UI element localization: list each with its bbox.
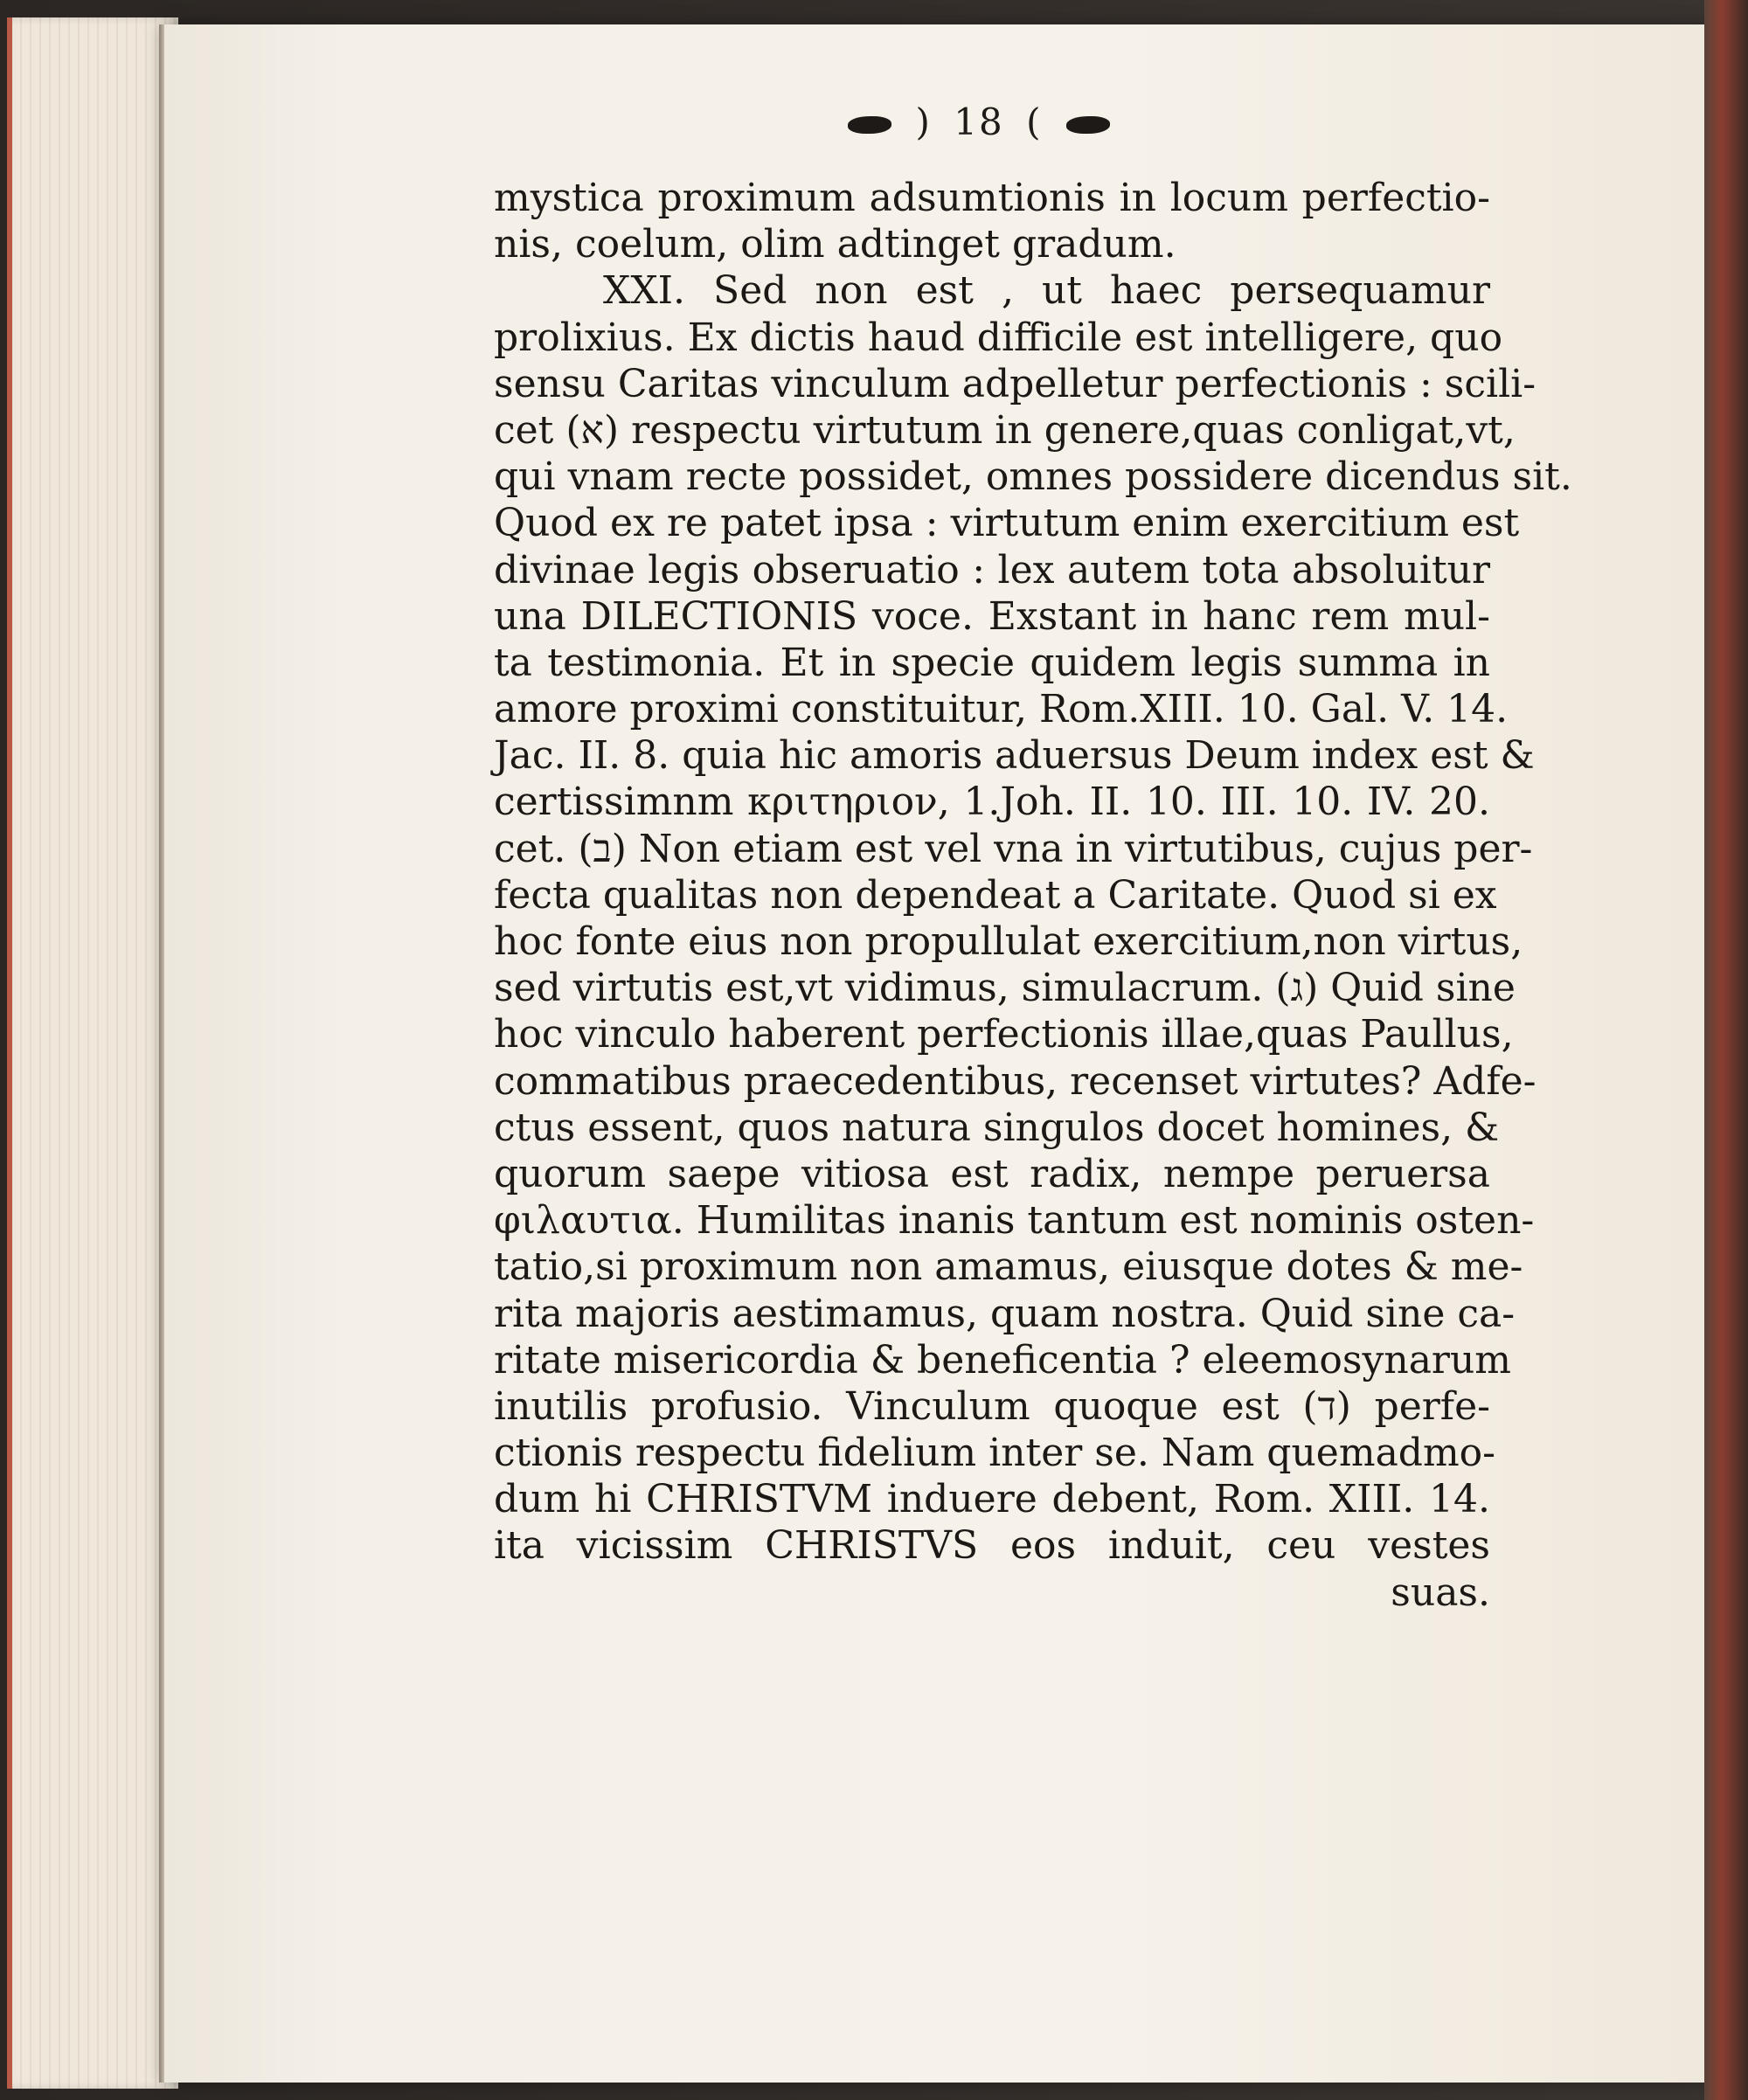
book-spine-edge [1704,0,1748,2100]
page-number: 18 [954,100,1004,143]
text-line: sensu Caritas vinculum adpelletur perfectionis : scili- [494,361,1536,406]
text-line: rita majoris aestimamus, quam nostra. Quid sine ca- [494,1291,1516,1336]
text-line: amore proximi constituitur, Rom.XIII. 10. Gal. V. 14. [494,687,1509,732]
text-line: sed virtutis est,vt vidimus, simulacrum. (ג) Quid sine [494,966,1516,1011]
text-line: ctionis respectu fidelium inter se. Nam quemadmo- [494,1431,1496,1476]
text-line: cet. (ב) Non etiam est vel vna in virtutibus, cujus per- [494,826,1533,871]
text-line: qui vnam recte possidet, omnes possidere dicendus sit. [494,454,1572,500]
text-line: XXI. Sed non est , ut haec persequamur [603,268,1490,314]
left-ornament-icon [848,116,891,134]
text-line: tatio,si proximum non amamus, eiusque dotes & me- [494,1244,1523,1290]
page-gutter [159,24,164,2083]
text-line: certissimnm κριτηριον, 1.Joh. II. 10. III. 10. IV. 20. [494,780,1490,825]
running-head-right-paren: ( [1026,100,1043,143]
text-line: fecta qualitas non dependeat a Caritate. Quod si ex [494,872,1497,918]
text-line: ita vicissim CHRISTVS eos induit, ceu vestes [494,1523,1490,1569]
text-line: hoc vinculo haberent perfectionis illae,quas Paullus, [494,1012,1514,1057]
text-line: dum hi CHRISTVM induere debent, Rom. XIII. 14. [494,1477,1490,1522]
running-head [787,100,1171,153]
text-line: inutilis profusio. Vinculum quoque est (ד) perfe- [494,1383,1490,1429]
right-ornament-icon [1066,116,1110,134]
text-line: nis, coelum, olim adtinget gradum. [494,222,1176,267]
text-line: Quod ex re patet ipsa : virtutum enim exercitium est [494,501,1520,546]
text-line: quorum saepe vitiosa est radix, nempe peruersa [494,1151,1490,1196]
text-line: mystica proximum adsumtionis in locum perfectio- [494,176,1490,220]
running-head-left-paren: ) [915,100,932,143]
left-page-stack [7,17,178,2089]
text-line: ta testimonia. Et in specie quidem legis summa in [494,640,1490,685]
text-line: commatibus praecedentibus, recenset virtutes? Adfe- [494,1058,1536,1104]
text-line: Jac. II. 8. quia hic amoris aduersus Deum index est & [494,733,1535,779]
catchword: suas. [1391,1570,1490,1615]
text-line: ritate misericordia & beneficentia ? eleemosynarum [494,1337,1512,1383]
text-line: una DILECTIONIS voce. Exstant in hanc rem mul- [494,593,1490,639]
text-line: cet (א) respectu virtutum in genere,quas conligat,vt, [494,407,1516,453]
text-line: divinae legis obseruatio : lex autem tota absoluitur [494,547,1490,593]
body-text [494,175,1572,1616]
text-line: ctus essent, quos natura singulos docet homines, & [494,1105,1500,1150]
text-line: hoc fonte eius non propullulat exercitium,non virtus, [494,919,1523,964]
text-line: prolixius. Ex dictis haud difficile est intelligere, quo [494,315,1503,360]
text-line: φιλαυτια. Humilitas inanis tantum est nominis osten- [494,1198,1535,1244]
